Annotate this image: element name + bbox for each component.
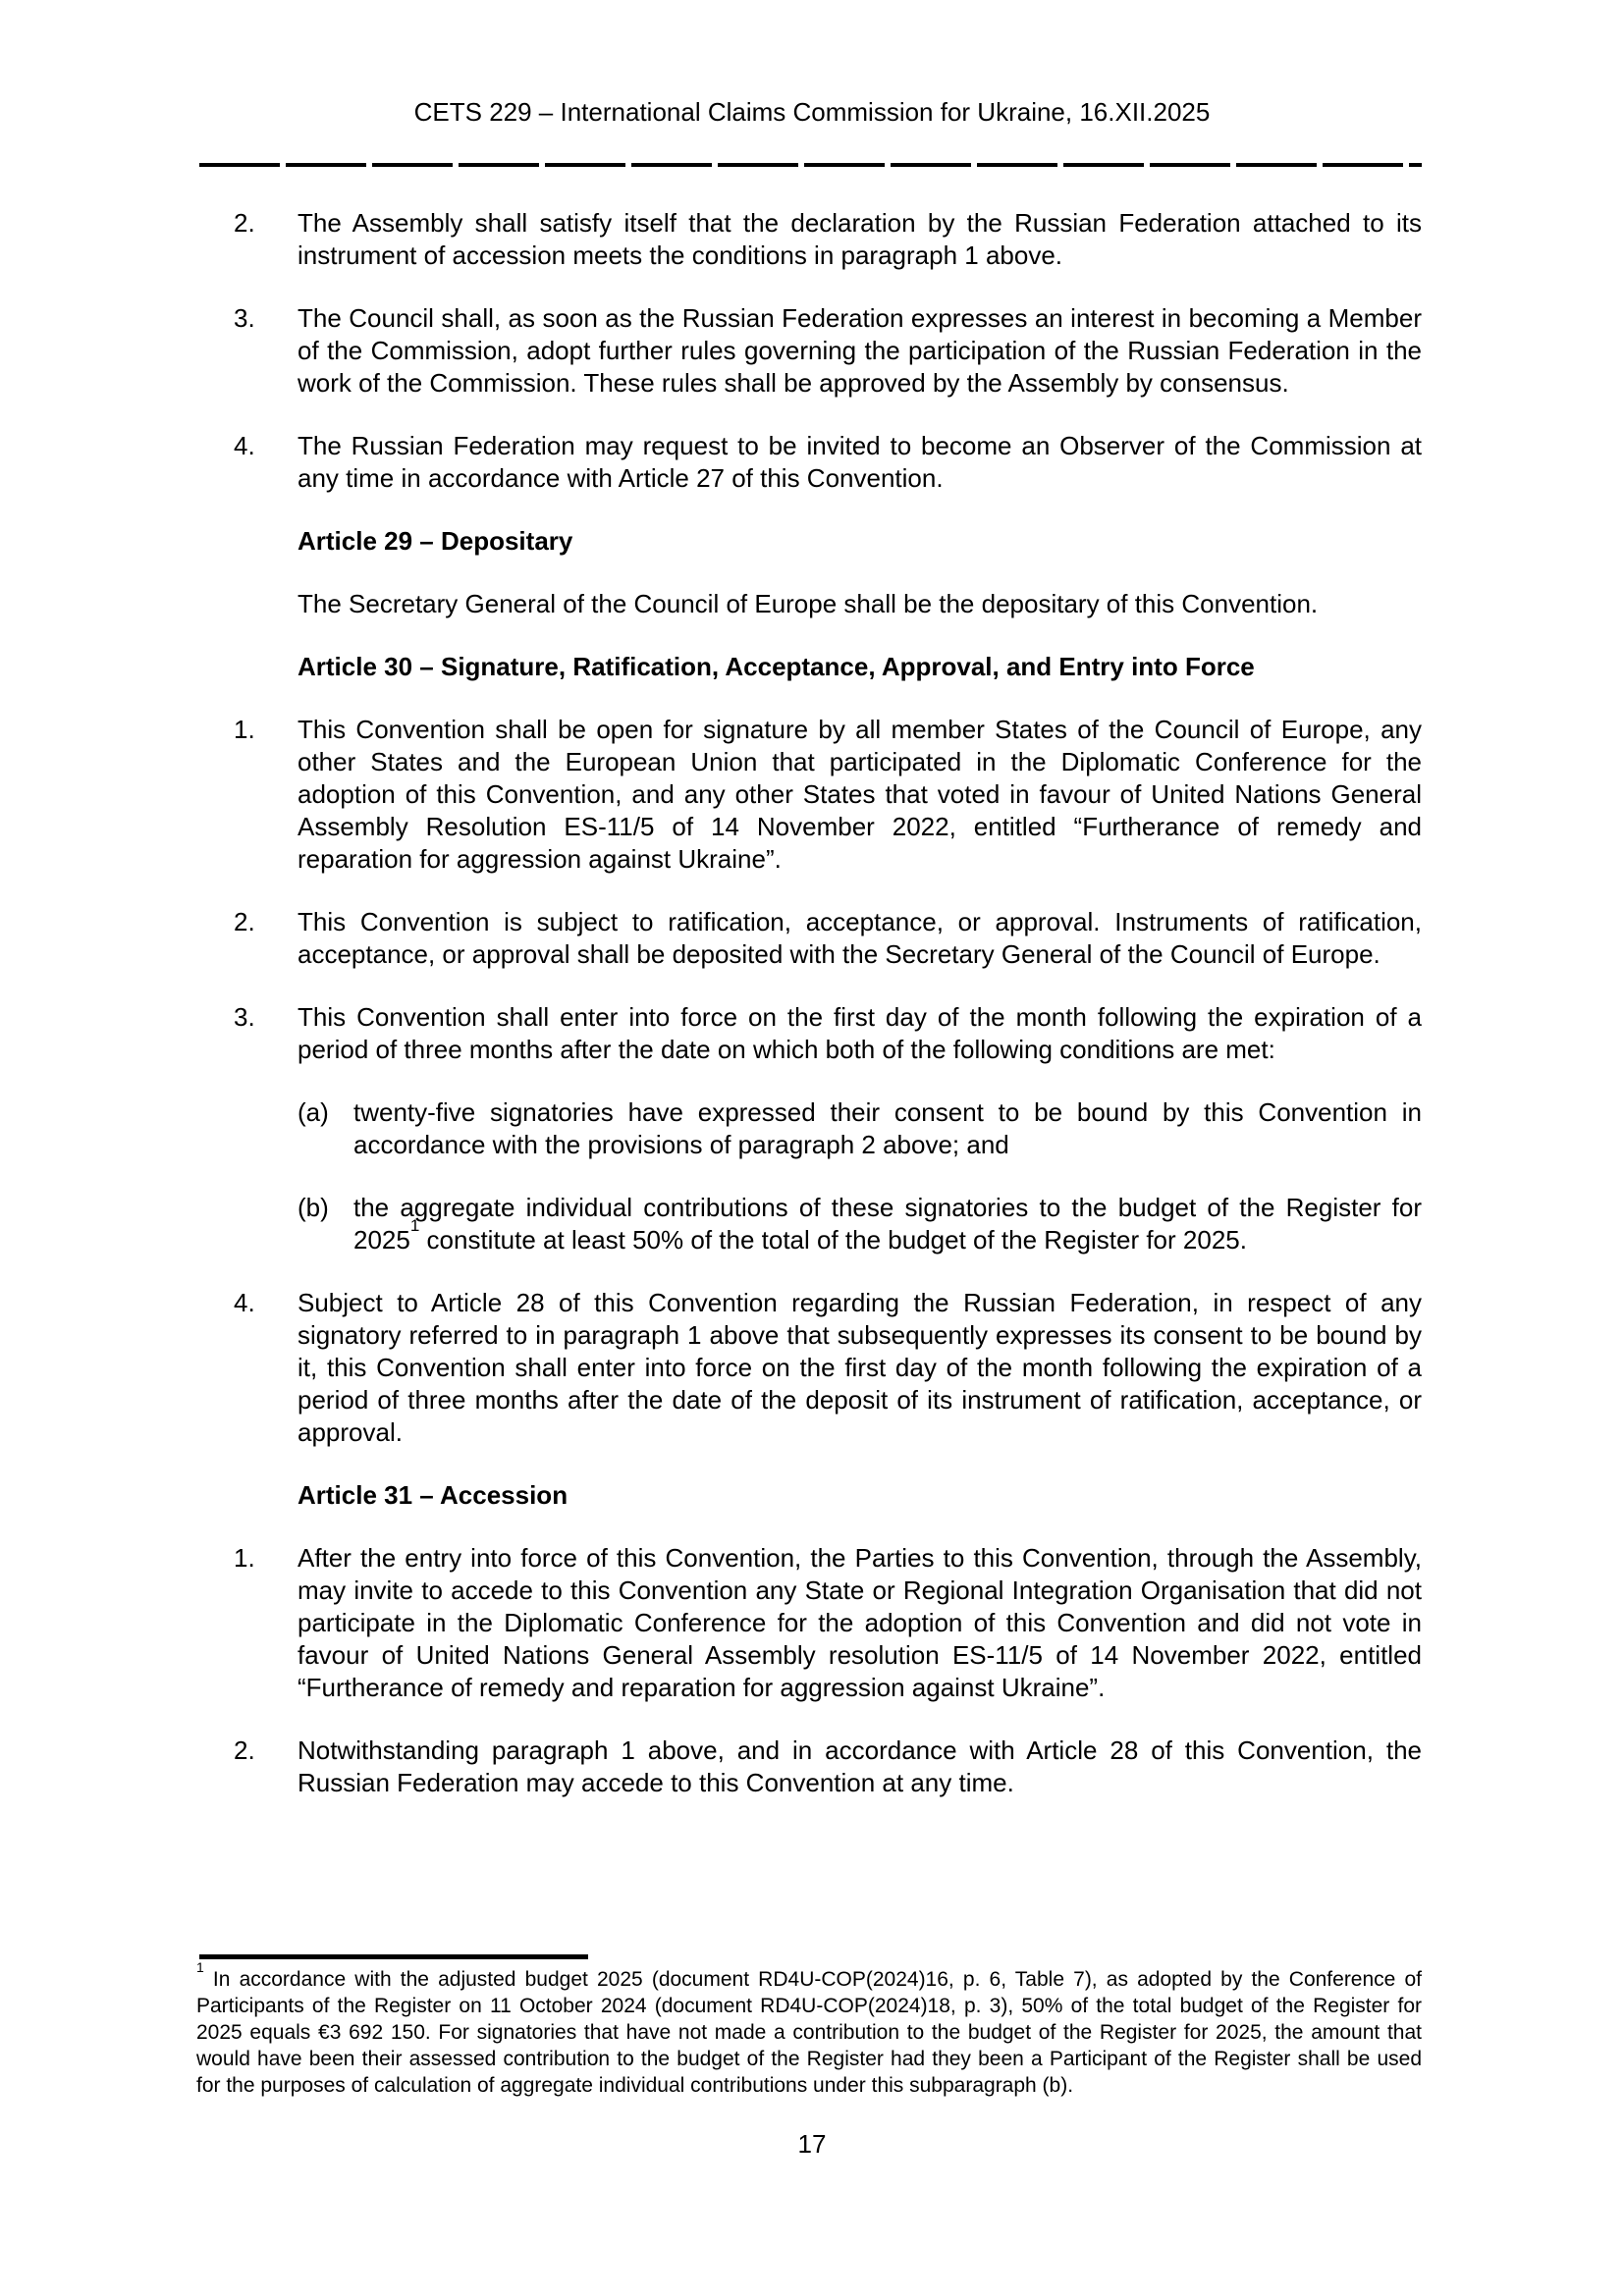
article28-paragraph-4: [234, 430, 1422, 495]
article30-paragraph-1: [234, 714, 1422, 876]
paragraph-text: Subject to Article 28 of this Convention regarding the Russian Federation, in respect of any signatory referred to in paragraph 1 above that subsequently expresses its consent to be bound by it, this Convention shall enter into force on the first day of the month following the expiration of a period of three months after the date of the deposit of its instrument of ratification, acceptance, or approval.: [298, 1288, 1422, 1447]
footnote-1: [196, 1959, 1422, 2099]
subitem-text: twenty-five signatories have expressed their consent to be bound by this Convention in accordance with the provisions of paragraph 2 above; and: [353, 1097, 1422, 1159]
paragraph-text: This Convention is subject to ratification, acceptance, or approval. Instruments of ratification, acceptance, or approval shall be deposited with the Secretary General of the Council of Europe.: [298, 907, 1422, 969]
document-body: [234, 207, 1422, 1830]
paragraph-text: Notwithstanding paragraph 1 above, and in accordance with Article 28 of this Convention, the Russian Federation may accede to this Convention at any time.: [298, 1735, 1422, 1797]
footnote-text: In accordance with the adjusted budget 2025 (document RD4U-COP(2024)16, p. 6, Table 7), as adopted by the Conference of Participants of the Register on 11 October 2024 (document RD4U-COP(2024)18, p. 3), 50% of the total budget of the Register for 2025 equals €3 692 150. For signatories that have not made a contribution to the budget of the Register for 2025, the amount that would have been their assessed contribution to the budget of the Register had they been a Participant of the Register shall be used for the purposes of calculation of aggregate individual contributions under this subparagraph (b).: [196, 1968, 1422, 2097]
article30-subitem-a: [298, 1096, 1422, 1161]
article28-paragraph-3: [234, 302, 1422, 400]
article31-paragraph-2: [234, 1735, 1422, 1799]
subitem-letter: (a): [298, 1097, 329, 1127]
paragraph-text: The Russian Federation may request to be invited to become an Observer of the Commission at any time in accordance with Article 27 of this Convention.: [298, 431, 1422, 493]
paragraph-number: 4.: [234, 431, 255, 460]
paragraph-text: The Assembly shall satisfy itself that the declaration by the Russian Federation attached to its instrument of accession meets the conditions in paragraph 1 above.: [298, 208, 1422, 270]
article30-paragraph-2: [234, 906, 1422, 971]
article31-paragraph-1: [234, 1542, 1422, 1704]
paragraph-number: 1.: [234, 1543, 255, 1573]
article30-subitem-b: [298, 1192, 1422, 1256]
paragraph-text: After the entry into force of this Convention, the Parties to this Convention, through the Assembly, may invite to accede to this Convention any State or Regional Integration Organisation that did not participate in the Diplomatic Conference for the adoption of this Convention and did not vote in favour of United Nations General Assembly resolution ES-11/5 of 14 November 2022, entitled “Furtherance of remedy and reparation for aggression against Ukraine”.: [298, 1543, 1422, 1702]
footnote-marker: 1: [196, 1959, 204, 1975]
footnote-separator-rule: [199, 1954, 588, 1959]
paragraph-number: 1.: [234, 715, 255, 744]
article29-body: The Secretary General of the Council of Europe shall be the depositary of this Convention.: [298, 589, 1319, 618]
footnote-reference: 1: [409, 1216, 420, 1236]
subitem-text-after-footnote-ref: constitute at least 50% of the total of the budget of the Register for 2025.: [419, 1225, 1247, 1255]
paragraph-text: This Convention shall enter into force on the first day of the month following the expiration of a period of three months after the date on which both of the following conditions are met:: [298, 1002, 1422, 1064]
paragraph-number: 2.: [234, 208, 255, 238]
article31-heading: Article 31 – Accession: [298, 1480, 568, 1510]
paragraph-number: 3.: [234, 1002, 255, 1032]
paragraph-number: 4.: [234, 1288, 255, 1317]
paragraph-text: The Council shall, as soon as the Russian Federation expresses an interest in becoming a Member of the Commission, adopt further rules governing the participation of the Russian Federation in the work of the Commission. These rules shall be approved by the Assembly by consensus.: [298, 303, 1422, 398]
paragraph-number: 2.: [234, 1735, 255, 1765]
running-header: CETS 229 – International Claims Commission for Ukraine, 16.XII.2025: [413, 97, 1211, 127]
article30-heading: Article 30 – Signature, Ratification, Acceptance, Approval, and Entry into Force: [298, 652, 1255, 681]
article28-paragraph-2: [234, 207, 1422, 272]
header-rule: [199, 163, 1422, 167]
paragraph-number: 3.: [234, 303, 255, 333]
article30-paragraph-4: [234, 1287, 1422, 1449]
article29-heading: Article 29 – Depositary: [298, 526, 573, 556]
subitem-text-before-footnote-ref: the aggregate individual contributions of these signatories to the budget of the Register for 2025: [353, 1193, 1422, 1255]
subitem-letter: (b): [298, 1193, 329, 1222]
page-number: 17: [797, 2129, 827, 2159]
subitem-text: [353, 1192, 1422, 1256]
paragraph-text: This Convention shall be open for signature by all member States of the Council of Europe, any other States and the European Union that participated in the Diplomatic Conference for the adoption of this Convention, and any other States that voted in favour of United Nations General Assembly Resolution ES-11/5 of 14 November 2022, entitled “Furtherance of remedy and reparation for aggression against Ukraine”.: [298, 715, 1422, 874]
article30-paragraph-3: [234, 1001, 1422, 1066]
paragraph-number: 2.: [234, 907, 255, 936]
